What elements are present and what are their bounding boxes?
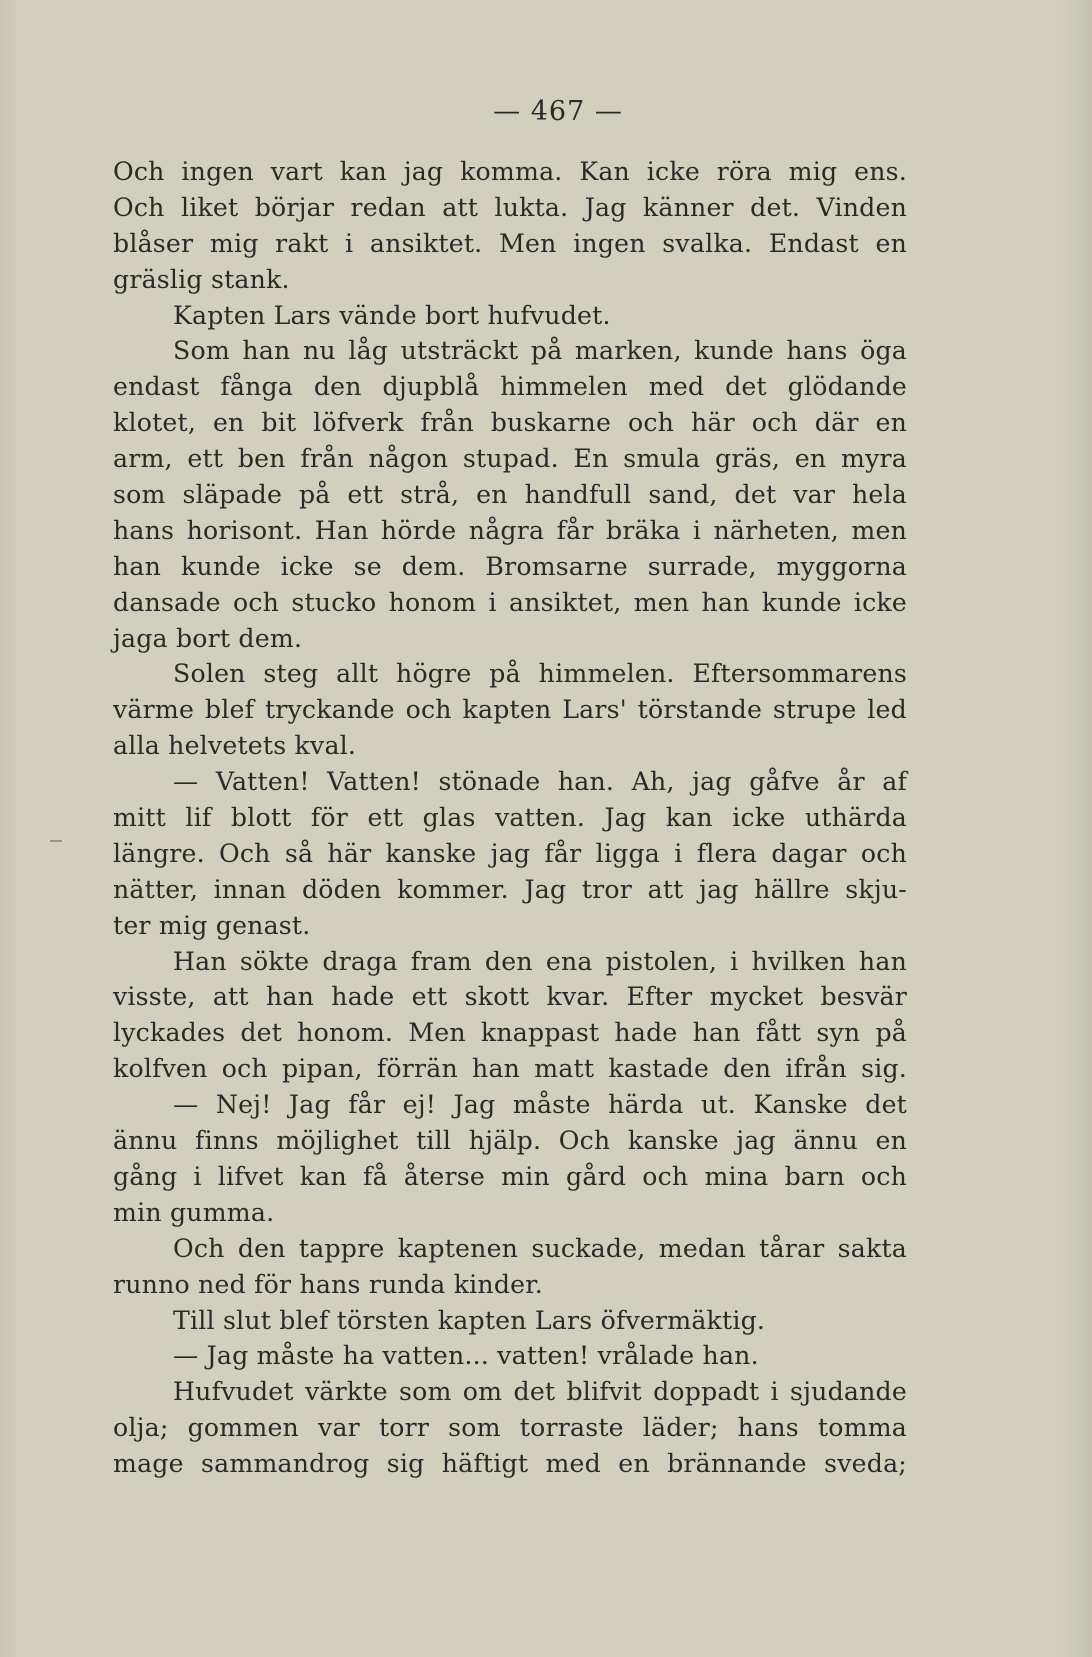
text-line: Som han nu låg utsträckt på marken, kunde hans öga <box>173 336 907 366</box>
text-line: klotet, en bit löfverk från buskarne och här och där en <box>113 408 907 438</box>
text-line: endast fånga den djupblå himmelen med det glödande <box>113 372 907 402</box>
text-line: Till slut blef törsten kapten Lars öfvermäktig. <box>173 1305 766 1335</box>
text-line: gång i lifvet kan få återse min gård och mina barn och <box>113 1161 907 1191</box>
text-line: Kapten Lars vände bort hufvudet. <box>173 300 611 330</box>
text-line: nätter, innan döden kommer. Jag tror att jag hällre skju- <box>113 874 907 904</box>
text-line: Hufvudet värkte som om det blifvit doppadt i sjudande <box>173 1377 907 1407</box>
text-line: alla helvetets kval. <box>113 731 357 761</box>
text-line: värme blef tryckande och kapten Lars' törstande strupe led <box>113 695 907 725</box>
text-line: lyckades det honom. Men knappast hade han fått syn på <box>113 1018 907 1048</box>
body-text <box>113 154 907 1482</box>
text-line: Solen steg allt högre på himmelen. Eftersommarens <box>173 659 907 689</box>
text-line: ter mig genast. <box>113 910 311 940</box>
text-line: längre. Och så här kanske jag får ligga i flera dagar och <box>113 838 907 868</box>
text-line: Och ingen vart kan jag komma. Kan icke röra mig ens. <box>113 157 907 186</box>
text-line: blåser mig rakt i ansiktet. Men ingen svalka. Endast en <box>113 228 907 258</box>
text-line: — Vatten! Vatten! stönade han. Ah, jag gåfve år af <box>173 767 907 797</box>
text-line: olja; gommen var torr som torraste läder; hans tomma <box>113 1413 907 1443</box>
margin-mark <box>50 840 62 842</box>
text-line: mitt lif blott för ett glas vatten. Jag kan icke uthärda <box>113 803 907 833</box>
text-line: han kunde icke se dem. Bromsarne surrade, myggorna <box>113 551 907 581</box>
text-line: Han sökte draga fram den ena pistolen, i hvilken han <box>173 946 907 976</box>
text-line: runno ned för hans runda kinder. <box>113 1269 543 1299</box>
text-line: ännu finns möjlighet till hjälp. Och kanske jag ännu en <box>113 1126 907 1156</box>
text-line: min gumma. <box>113 1197 275 1227</box>
text-line: jaga bort dem. <box>113 623 303 653</box>
text-line: mage sammandrog sig häftigt med en brännande sveda; <box>113 1449 907 1479</box>
text-line: som släpade på ett strå, en handfull sand, det var hela <box>113 480 907 510</box>
page-number: — 467 — <box>493 96 623 127</box>
text-line: visste, att han hade ett skott kvar. Efter mycket besvär <box>113 982 907 1012</box>
text-line: kolfven och pipan, förrän han matt kastade den ifrån sig. <box>113 1054 907 1084</box>
text-line: hans horisont. Han hörde några får bräka i närheten, men <box>113 515 907 545</box>
text-line: — Nej! Jag får ej! Jag måste härda ut. Kanske det <box>173 1090 907 1120</box>
text-line: Och liket börjar redan att lukta. Jag känner det. Vinden <box>113 192 907 222</box>
text-line: — Jag måste ha vatten... vatten! vrålade han. <box>173 1341 759 1371</box>
text-line: dansade och stucko honom i ansiktet, men han kunde icke <box>113 587 907 617</box>
text-line: Och den tappre kaptenen suckade, medan tårar sakta <box>173 1233 907 1263</box>
text-line: arm, ett ben från någon stupad. En smula gräs, en myra <box>113 444 907 474</box>
text-line: gräslig stank. <box>113 264 290 294</box>
